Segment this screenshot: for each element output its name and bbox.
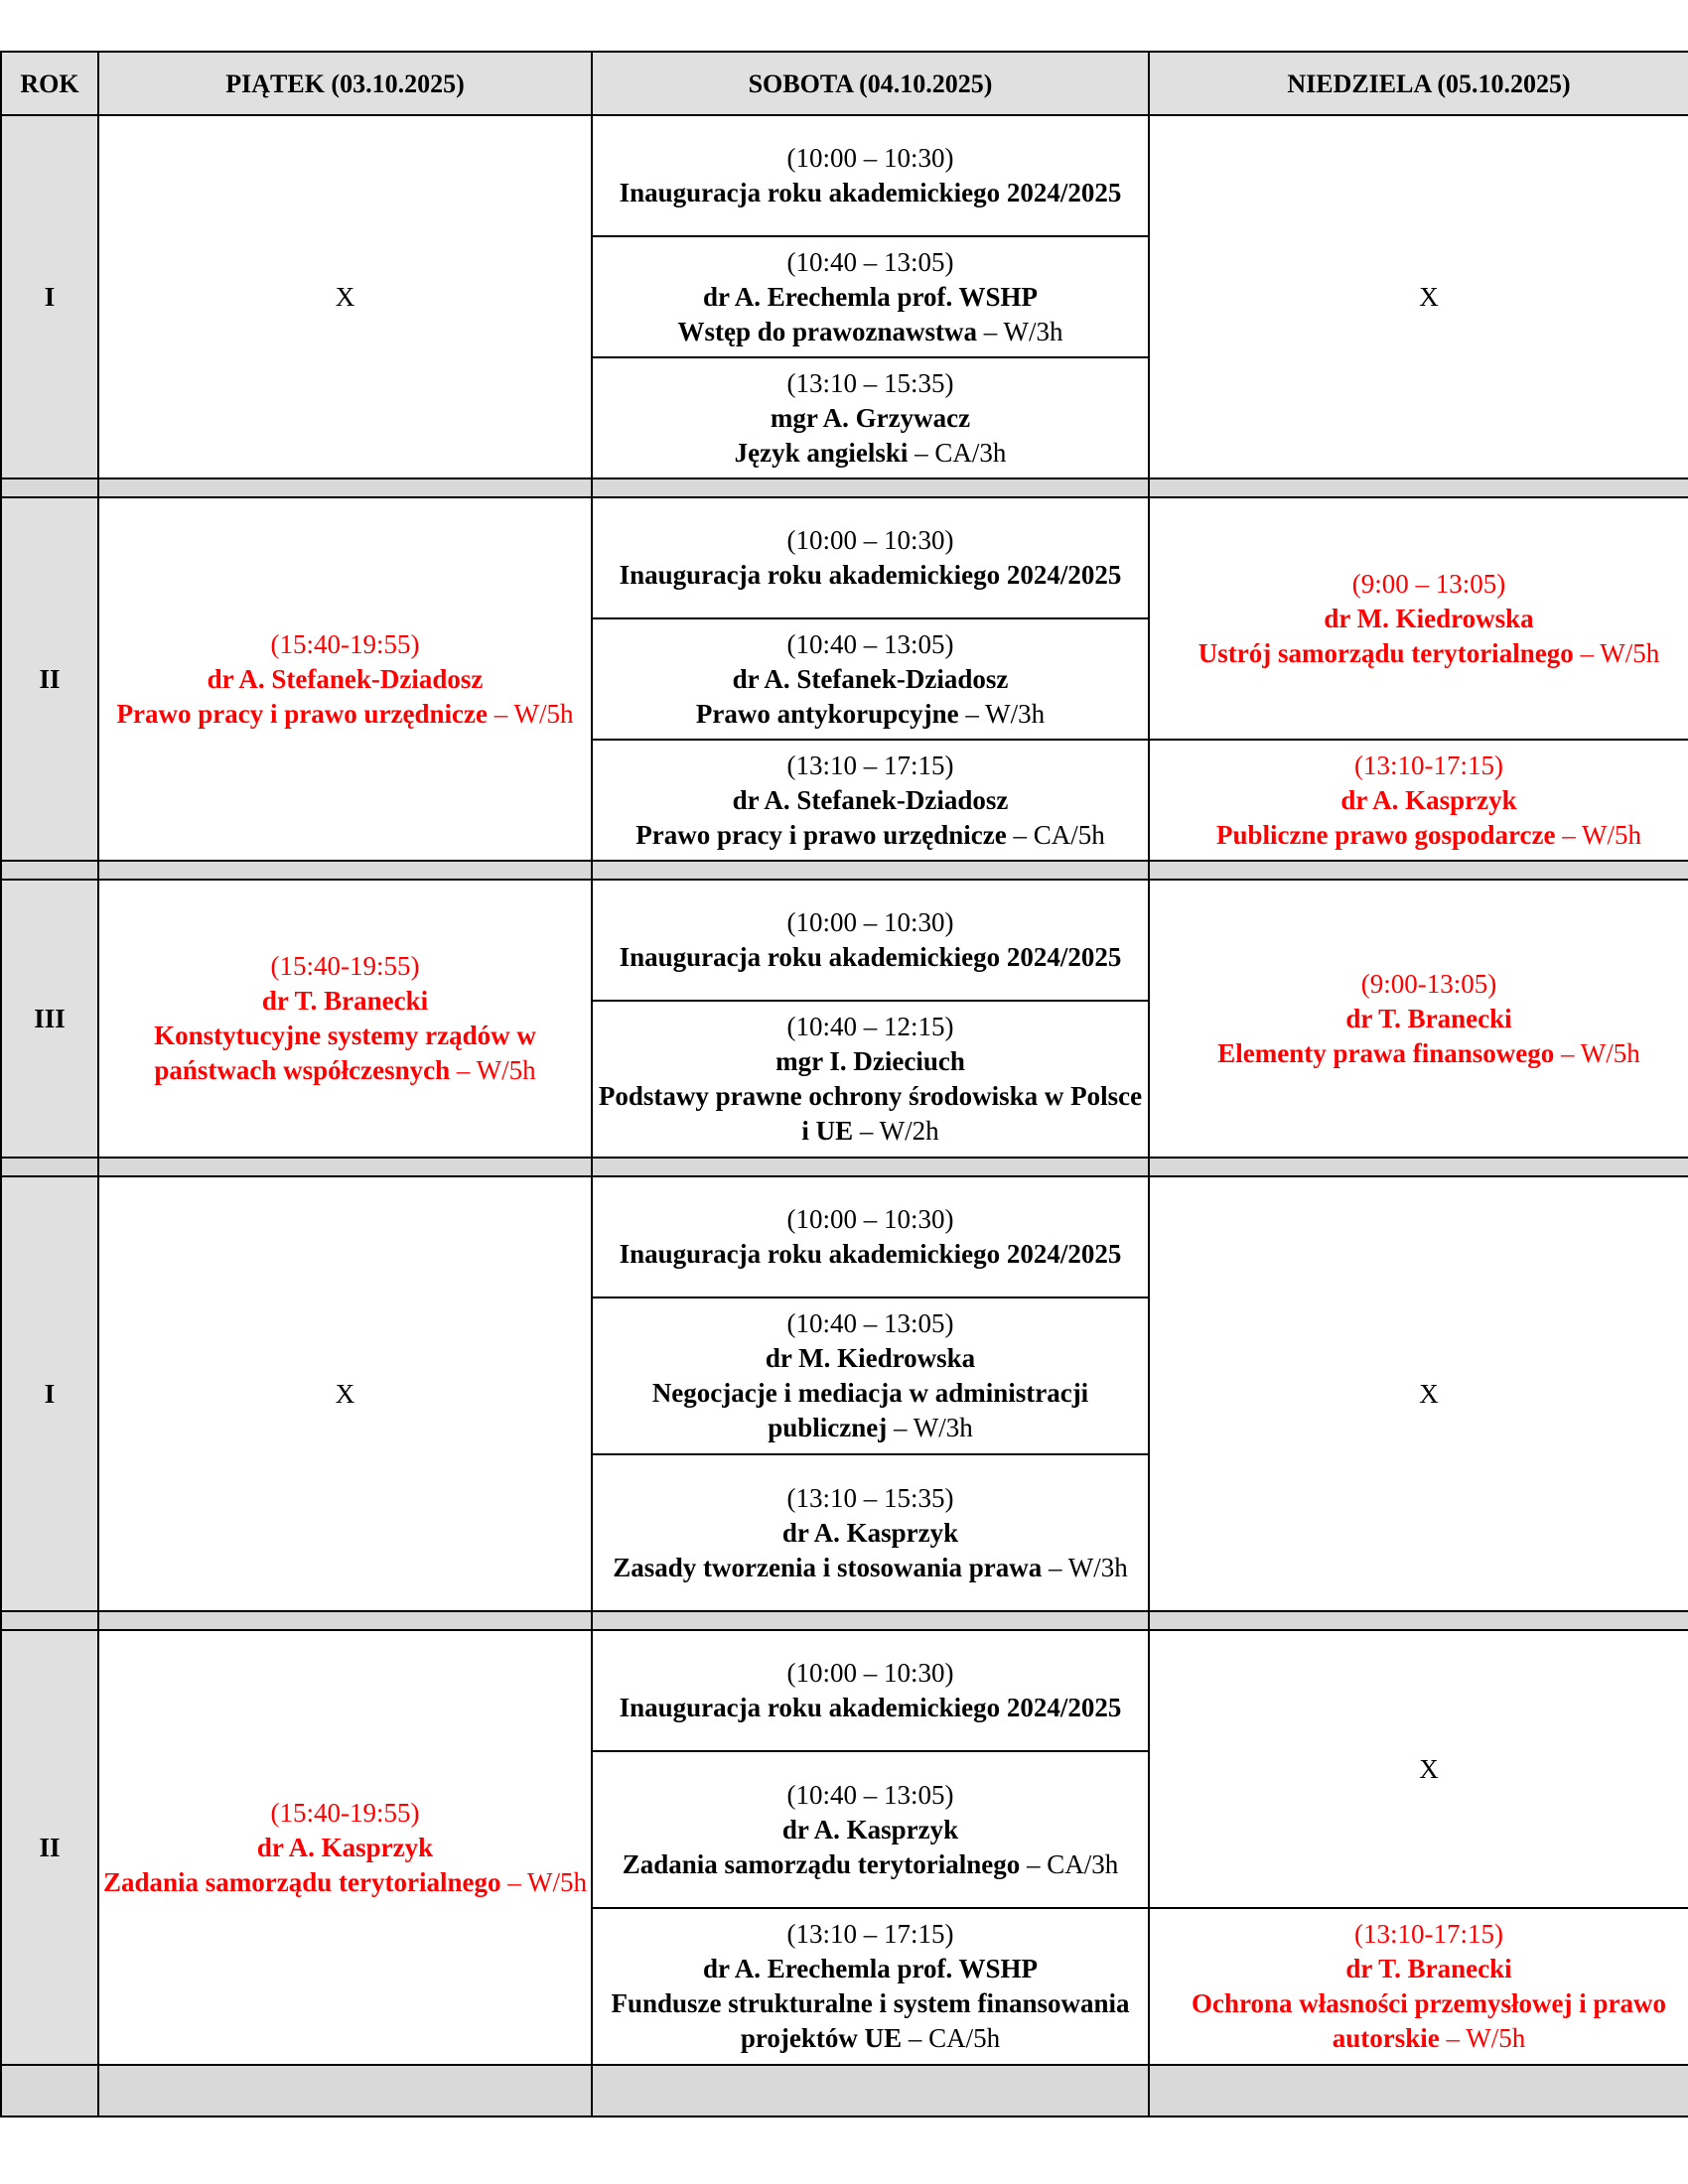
sobota-slot — [592, 618, 1149, 740]
slot-subject: Prawo pracy i prawo urzędnicze — [635, 819, 1007, 850]
slot-form: – W/5h — [1554, 1037, 1640, 1068]
slot-form: – CA/5h — [1006, 819, 1105, 850]
sobota-slot — [592, 1630, 1149, 1751]
slot-lecturer: dr A. Kasprzyk — [1340, 784, 1517, 815]
sobota-slot — [592, 1001, 1149, 1158]
slot-title: Inauguracja roku akademickiego 2024/2025 — [619, 942, 1122, 972]
niedziela-slot — [1149, 497, 1688, 740]
slot-subject: Zadania samorządu terytorialnego — [622, 1848, 1021, 1879]
sobota-slot — [592, 357, 1149, 478]
schedule-table — [0, 51, 1688, 2117]
slot-time: (13:10 – 15:35) — [786, 367, 954, 398]
slot-time: (10:00 – 10:30) — [786, 1204, 954, 1234]
slot-form: – CA/5h — [902, 2023, 1001, 2053]
niedziela-slot — [1149, 880, 1688, 1158]
slot-subject: Ochrona własności przemysłowej i prawo autorskie — [1192, 1988, 1666, 2053]
slot-time: (10:40 – 13:05) — [786, 628, 954, 659]
slot-time: (10:40 – 13:05) — [786, 1308, 954, 1338]
slot-lecturer: dr A. Erechemla prof. WSHP — [702, 281, 1038, 312]
slot-lecturer: dr A. Kasprzyk — [781, 1814, 959, 1844]
slot-lecturer: dr T. Branecki — [1345, 1954, 1512, 1983]
slot-time: (13:10 – 17:15) — [786, 750, 954, 780]
separator-row — [1, 1611, 1688, 1630]
slot-lecturer: dr A. Erechemla prof. WSHP — [702, 1954, 1038, 1983]
slot-subject: Wstęp do prawoznawstwa — [677, 316, 977, 346]
slot-lecturer: dr A. Stefanek-Dziadosz — [207, 663, 484, 694]
slot-lecturer: dr A. Stefanek-Dziadosz — [732, 784, 1009, 815]
separator-row — [1, 1158, 1688, 1176]
slot-time: (13:10-17:15) — [1354, 750, 1503, 780]
slot-time: (9:00-13:05) — [1360, 968, 1497, 999]
sobota-slot — [592, 1176, 1149, 1297]
slot-title: Inauguracja roku akademickiego 2024/2025 — [619, 1693, 1122, 1722]
slot-lecturer: dr M. Kiedrowska — [1324, 603, 1534, 633]
rok-label: II — [1, 497, 98, 861]
slot-title: Inauguracja roku akademickiego 2024/2025 — [619, 1239, 1122, 1269]
block-row — [1, 1630, 1688, 1751]
slot-time: (10:00 – 10:30) — [786, 1658, 954, 1688]
slot-lecturer: mgr I. Dzieciuch — [775, 1046, 965, 1076]
slot-subject: Ustrój samorządu terytorialnego — [1197, 637, 1574, 668]
slot-time: (10:40 – 12:15) — [786, 1012, 954, 1041]
slot-time: (15:40-19:55) — [270, 628, 420, 659]
slot-time: (13:10-17:15) — [1354, 1919, 1503, 1949]
slot-form: – W/5h — [500, 1866, 587, 1897]
slot-form: – CA/3h — [1020, 1848, 1119, 1879]
slot-lecturer: dr M. Kiedrowska — [765, 1343, 976, 1373]
slot-time: (10:00 – 10:30) — [786, 143, 954, 173]
slot-form: – W/5h — [450, 1055, 536, 1085]
header-rok: ROK — [1, 52, 98, 115]
slot-time: (9:00 – 13:05) — [1351, 568, 1506, 599]
slot-time: (13:10 – 17:15) — [786, 1919, 954, 1949]
niedziela-slot — [1149, 1908, 1688, 2065]
slot-form: – W/3h — [958, 698, 1046, 729]
slot-lecturer: dr A. Stefanek-Dziadosz — [732, 663, 1009, 694]
piatek-empty-cell: X — [98, 1176, 592, 1611]
block-row — [1, 880, 1688, 1001]
slot-time: (15:40-19:55) — [270, 1797, 420, 1828]
separator-row — [1, 478, 1688, 497]
slot-form: – W/3h — [887, 1413, 973, 1442]
slot-form: – W/2h — [853, 1116, 939, 1146]
piatek-slot — [98, 1630, 592, 2065]
slot-time: (10:00 – 10:30) — [786, 525, 954, 555]
slot-subject: Publiczne prawo gospodarcze — [1216, 819, 1556, 850]
footer-row — [1, 2065, 1688, 2116]
slot-form: – W/5h — [487, 698, 574, 729]
slot-time: (15:40-19:55) — [270, 951, 420, 981]
slot-lecturer: mgr A. Grzywacz — [770, 402, 971, 433]
slot-form: – W/3h — [1042, 1552, 1128, 1582]
sobota-slot — [592, 1297, 1149, 1454]
slot-title: Inauguracja roku akademickiego 2024/2025 — [619, 560, 1122, 590]
slot-subject: Fundusze strukturalne i system finansowania projektów UE — [611, 1988, 1130, 2053]
header-niedziela: NIEDZIELA (05.10.2025) — [1149, 52, 1688, 115]
niedziela-empty-cell: X — [1149, 115, 1688, 478]
header-piatek: PIĄTEK (03.10.2025) — [98, 52, 592, 115]
rok-label: II — [1, 1630, 98, 2065]
header-sobota: SOBOTA (04.10.2025) — [592, 52, 1149, 115]
slot-subject: Język angielski — [734, 437, 909, 468]
slot-lecturer: dr A. Kasprzyk — [256, 1832, 434, 1862]
slot-form: – CA/3h — [908, 437, 1007, 468]
slot-form: – W/3h — [977, 316, 1063, 346]
rok-label: I — [1, 1176, 98, 1611]
header-row — [1, 52, 1688, 115]
sobota-slot — [592, 115, 1149, 236]
sobota-slot — [592, 236, 1149, 357]
slot-time: (10:40 – 13:05) — [786, 1779, 954, 1810]
slot-time: (13:10 – 15:35) — [786, 1482, 954, 1513]
slot-subject: Konstytucyjne systemy rządów w państwach współczesnych — [154, 1021, 536, 1085]
slot-lecturer: dr A. Kasprzyk — [781, 1517, 959, 1548]
piatek-slot — [98, 880, 592, 1158]
niedziela-empty-cell: X — [1149, 1176, 1688, 1611]
rok-label: I — [1, 115, 98, 478]
slot-form: – W/5h — [1555, 819, 1641, 850]
slot-subject: Prawo pracy i prawo urzędnicze — [116, 698, 488, 729]
slot-form: – W/5h — [1439, 2023, 1526, 2053]
sobota-slot — [592, 880, 1149, 1001]
slot-subject: Prawo antykorupcyjne — [695, 698, 959, 729]
sobota-slot — [592, 1751, 1149, 1908]
piatek-slot — [98, 497, 592, 861]
sobota-slot — [592, 1908, 1149, 2065]
block-row — [1, 1176, 1688, 1297]
slot-form: – W/5h — [1573, 637, 1660, 668]
slot-subject: Zasady tworzenia i stosowania prawa — [613, 1552, 1043, 1582]
slot-lecturer: dr T. Branecki — [261, 986, 429, 1016]
slot-subject: Negocjacje i mediacja w administracji publicznej — [651, 1378, 1089, 1442]
niedziela-slot — [1149, 740, 1688, 861]
slot-subject: Podstawy prawne ochrony środowiska w Polsce i UE — [598, 1081, 1143, 1146]
rok-label: III — [1, 880, 98, 1158]
slot-lecturer: dr T. Branecki — [1345, 1003, 1512, 1033]
separator-row — [1, 861, 1688, 880]
sobota-slot — [592, 1454, 1149, 1611]
slot-subject: Elementy prawa finansowego — [1217, 1037, 1555, 1068]
block-row — [1, 115, 1688, 236]
slot-time: (10:00 – 10:30) — [786, 907, 954, 937]
slot-time: (10:40 – 13:05) — [786, 246, 954, 277]
niedziela-empty-cell: X — [1149, 1630, 1688, 1908]
slot-subject: Zadania samorządu terytorialnego — [103, 1866, 501, 1897]
sobota-slot — [592, 497, 1149, 618]
block-row — [1, 497, 1688, 618]
slot-title: Inauguracja roku akademickiego 2024/2025 — [619, 178, 1122, 207]
sobota-slot — [592, 740, 1149, 861]
piatek-empty-cell: X — [98, 115, 592, 478]
